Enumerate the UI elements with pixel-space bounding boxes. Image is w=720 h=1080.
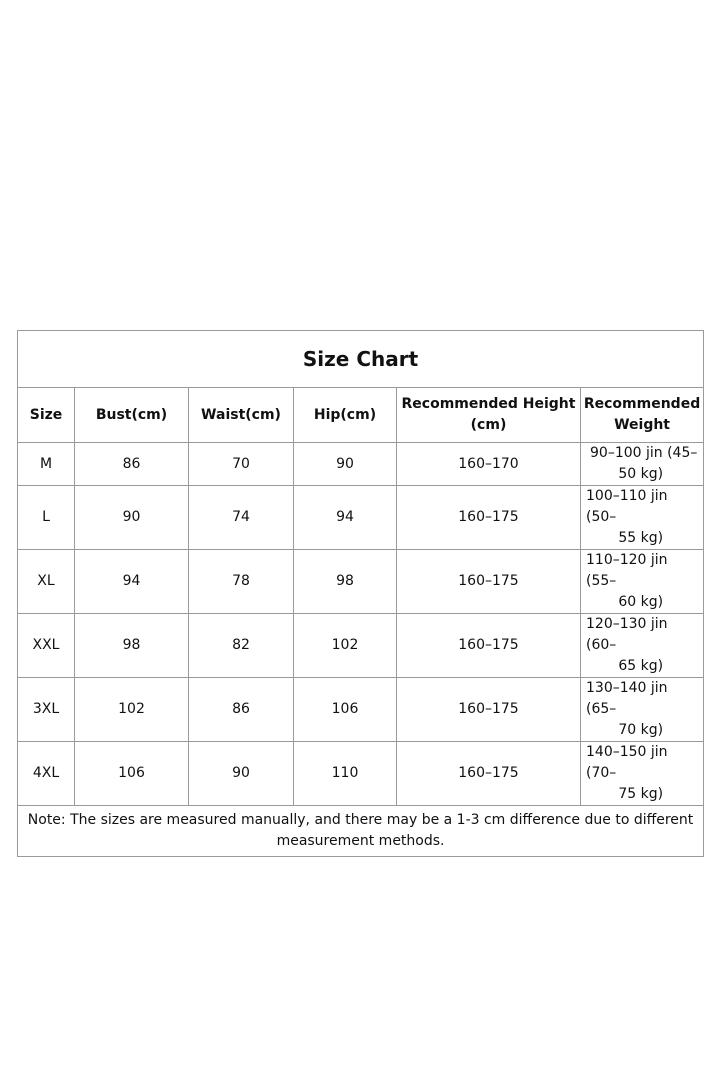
cell-waist: 90 [189,742,294,806]
weight-line-2: 55 kg) [618,530,664,546]
cell-hip: 102 [294,614,397,678]
cell-size: XL [18,550,75,614]
size-chart [17,330,703,857]
cell-bust: 90 [75,486,189,550]
cell-weight [581,678,704,742]
chart-title: Size Chart [18,331,704,388]
cell-size: 4XL [18,742,75,806]
table-row [18,550,704,614]
cell-weight [581,550,704,614]
table-row [18,443,704,486]
weight-line-1: 100–110 jin (50– [586,488,668,525]
cell-weight [581,614,704,678]
cell-hip: 90 [294,443,397,486]
cell-hip: 98 [294,550,397,614]
cell-height: 160–175 [397,614,581,678]
weight-line-2: 70 kg) [618,722,664,738]
cell-bust: 86 [75,443,189,486]
cell-height: 160–175 [397,678,581,742]
header-hip: Hip(cm) [294,388,397,443]
weight-line-1: 120–130 jin (60– [586,616,668,653]
header-bust: Bust(cm) [75,388,189,443]
cell-height: 160–175 [397,550,581,614]
header-row [18,388,704,443]
cell-weight [581,742,704,806]
size-chart-table [17,330,704,857]
cell-waist: 78 [189,550,294,614]
cell-hip: 110 [294,742,397,806]
cell-waist: 74 [189,486,294,550]
cell-height: 160–175 [397,742,581,806]
cell-size: L [18,486,75,550]
cell-bust: 102 [75,678,189,742]
cell-waist: 86 [189,678,294,742]
cell-bust: 98 [75,614,189,678]
cell-hip: 94 [294,486,397,550]
cell-weight [581,443,704,486]
table-row [18,742,704,806]
measurement-note: Note: The sizes are measured manually, and there may be a 1-3 cm difference due to different measurement methods. [18,806,704,857]
header-size: Size [18,388,75,443]
weight-line-2: 50 kg) [618,466,664,482]
cell-size: XXL [18,614,75,678]
weight-line-1: 90–100 jin (45– [590,445,698,461]
table-row [18,614,704,678]
cell-bust: 106 [75,742,189,806]
cell-waist: 70 [189,443,294,486]
weight-line-2: 60 kg) [618,594,664,610]
table-row [18,486,704,550]
cell-size: 3XL [18,678,75,742]
weight-line-1: 130–140 jin (65– [586,680,668,717]
cell-weight [581,486,704,550]
cell-height: 160–175 [397,486,581,550]
cell-hip: 106 [294,678,397,742]
weight-line-1: 110–120 jin (55– [586,552,668,589]
table-row [18,678,704,742]
header-waist: Waist(cm) [189,388,294,443]
cell-waist: 82 [189,614,294,678]
header-height: Recommended Height (cm) [397,388,581,443]
header-weight: Recommended Weight [581,388,704,443]
weight-line-2: 65 kg) [618,658,664,674]
cell-height: 160–170 [397,443,581,486]
cell-bust: 94 [75,550,189,614]
weight-line-1: 140–150 jin (70– [586,744,668,781]
weight-line-2: 75 kg) [618,786,664,802]
cell-size: M [18,443,75,486]
